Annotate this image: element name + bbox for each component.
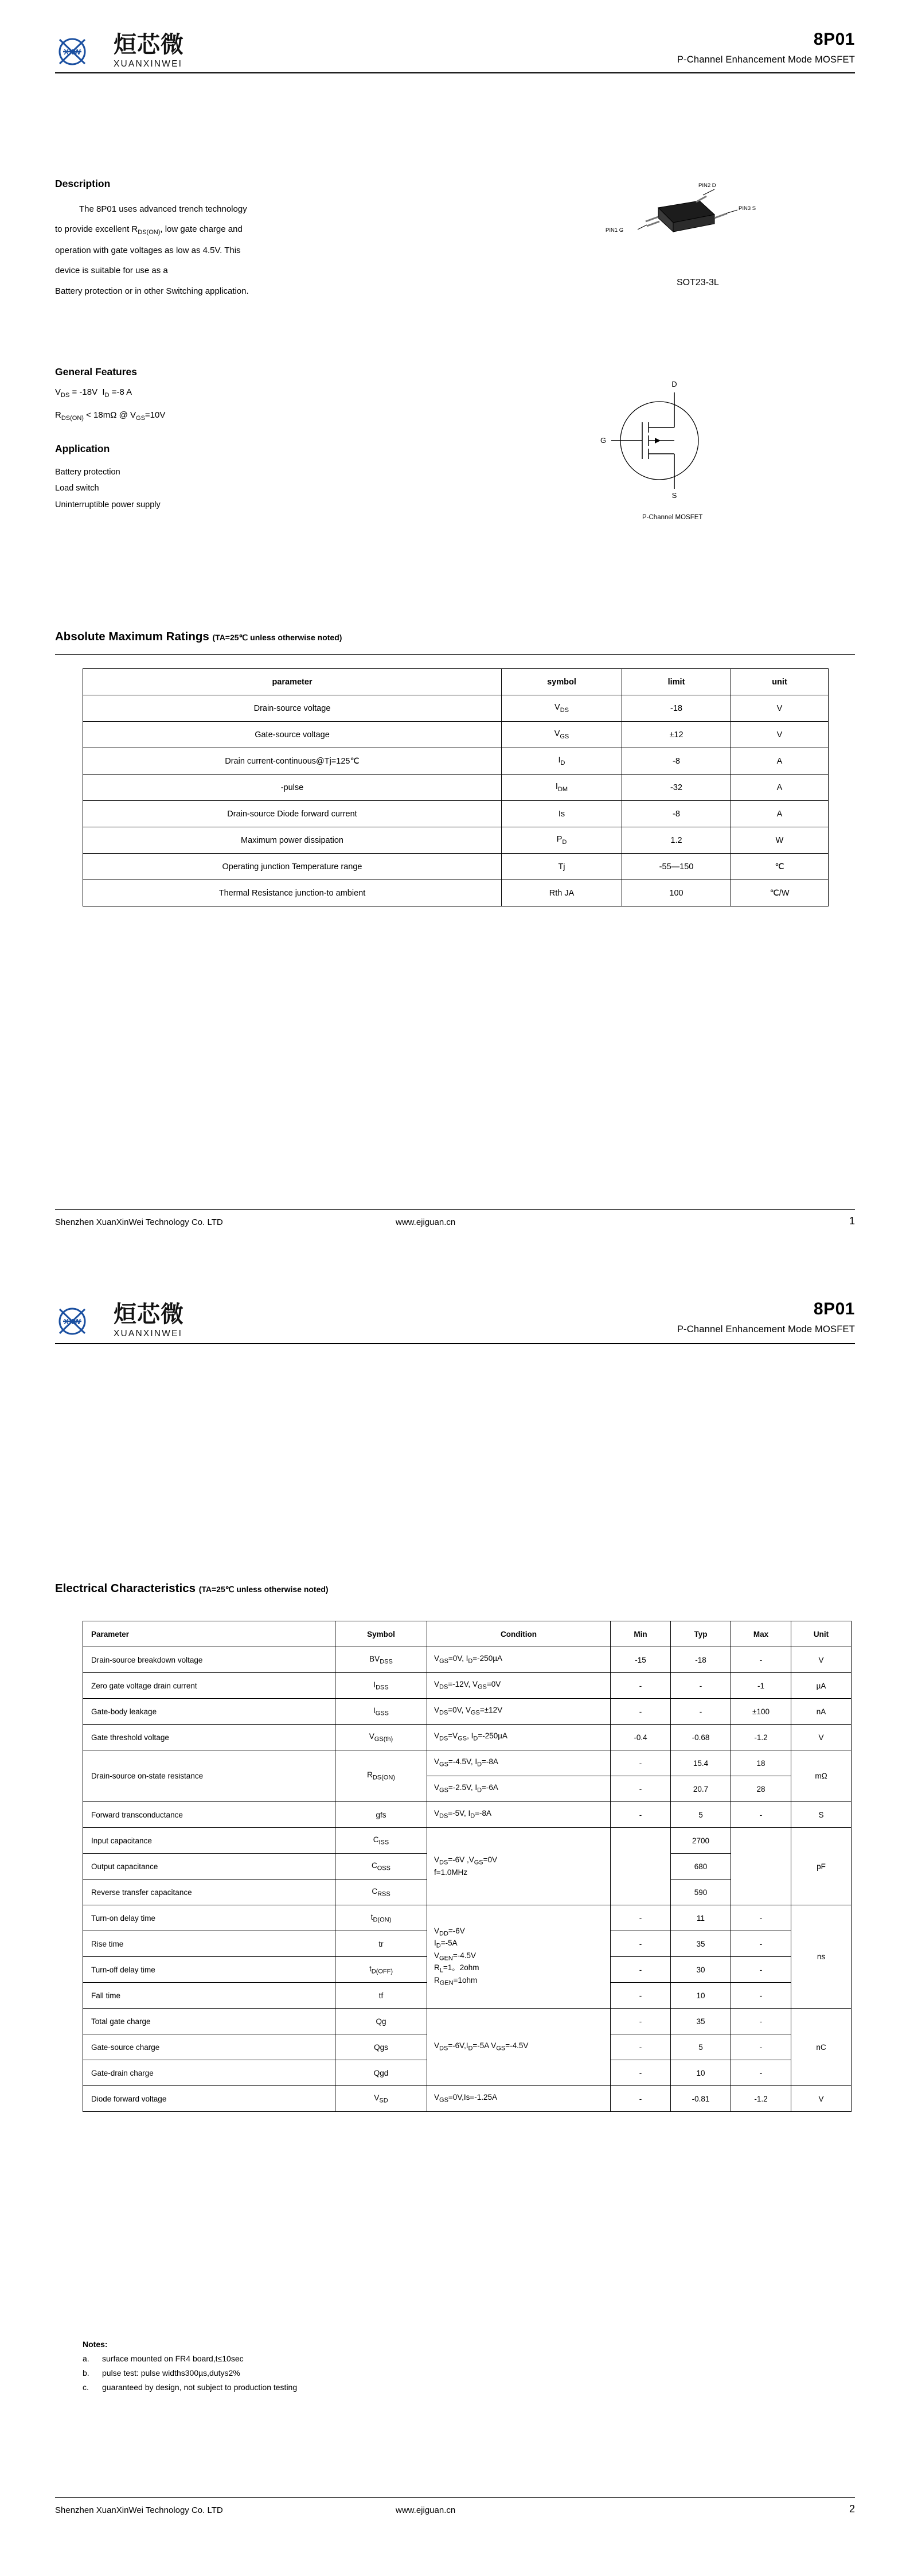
cell-typ: 590 — [671, 1880, 731, 1905]
cell-min: - — [611, 2086, 671, 2112]
cell-parameter: Turn-on delay time — [83, 1905, 335, 1931]
cell-parameter: Drain-source breakdown voltage — [83, 1647, 335, 1673]
cell-unit: S — [791, 1802, 852, 1828]
cell-unit: pF — [791, 1828, 852, 1905]
xxw-logo-icon — [55, 1303, 110, 1339]
cell-typ: 5 — [671, 2034, 731, 2060]
logo-chinese-name: 烜芯微 — [114, 32, 184, 58]
cell-min: - — [611, 1957, 671, 1983]
cell-max: - — [731, 1957, 791, 1983]
cell-min: - — [611, 1802, 671, 1828]
pin2-label: PIN2 D — [698, 182, 716, 189]
cell-min: - — [611, 1905, 671, 1931]
cell-max: - — [731, 2060, 791, 2086]
cell-symbol: $P_D$ — [502, 827, 622, 854]
cell-limit: -32 — [622, 775, 731, 801]
abs-max-condition: (TA=25℃ unless otherwise noted) — [212, 633, 342, 642]
footer-divider-1 — [55, 1209, 855, 1210]
part-number: 8P01 — [813, 30, 855, 49]
logo-english-name: XUANXINWEI — [114, 1329, 183, 1338]
application-item-1: Battery protection — [55, 468, 120, 477]
cell-min: - — [611, 1983, 671, 2009]
cell-unit: A — [731, 775, 829, 801]
general-features-title: General Features — [55, 366, 137, 378]
cell-typ: -18 — [671, 1647, 731, 1673]
footer-divider-2 — [55, 2497, 855, 2498]
ec-header-parameter: Parameter — [83, 1621, 335, 1647]
cell-symbol: $V_{DS}$ — [502, 695, 622, 722]
table-row — [83, 1905, 852, 1931]
cell-parameter: Drain-source voltage — [83, 695, 502, 722]
pin3-label: PIN3 S — [739, 205, 756, 212]
cell-symbol: $V_{GS}$ — [502, 722, 622, 748]
svg-text:D: D — [671, 380, 677, 388]
cell-symbol: gfs — [335, 1802, 427, 1828]
cell-condition: $V_{GS}=0V,Is=-1.25A$ — [427, 2086, 611, 2112]
svg-text:XXW: XXW — [64, 1317, 81, 1326]
absolute-maximum-ratings-table — [83, 668, 829, 906]
ec-header-typ: Typ — [671, 1621, 731, 1647]
cell-parameter: Thermal Resistance junction-to ambient — [83, 880, 502, 906]
note-index: a. — [83, 2354, 89, 2363]
footer-company-2: Shenzhen XuanXinWei Technology Co. LTD — [55, 2505, 223, 2515]
cell-parameter: Rise time — [83, 1931, 335, 1957]
part-number: 8P01 — [813, 1299, 855, 1318]
cell-unit: µA — [791, 1673, 852, 1699]
cell-symbol: $C_{OSS}$ — [335, 1854, 427, 1880]
cell-typ: 680 — [671, 1854, 731, 1880]
description-line-2: to provide excellent $R_{DS(ON)}$, low gate charge and — [55, 224, 243, 236]
ec-header-symbol: Symbol — [335, 1621, 427, 1647]
abs-max-heading: Absolute Maximum Ratings (TA=25℃ unless otherwise noted) — [55, 630, 342, 643]
cell-symbol: $t_{D(ON)}$ — [335, 1905, 427, 1931]
cell-typ: 15.4 — [671, 1750, 731, 1776]
cell-parameter: Gate-source voltage — [83, 722, 502, 748]
cell-symbol: $R_{DS(ON)}$ — [335, 1750, 427, 1802]
cell-min: - — [611, 2060, 671, 2086]
cell-unit: W — [731, 827, 829, 854]
cell-condition: $V_{DS}=-6V,I_D=-5A$ $V_{GS}=-4.5V$ — [427, 2009, 611, 2086]
xxw-logo-icon — [55, 34, 110, 69]
cell-unit: V — [791, 1647, 852, 1673]
cell-min: - — [611, 1699, 671, 1725]
cell-symbol: Is — [502, 801, 622, 827]
cell-typ: 30 — [671, 1957, 731, 1983]
cell-max: - — [731, 1905, 791, 1931]
cell-typ: - — [671, 1699, 731, 1725]
cell-unit: A — [731, 801, 829, 827]
cell-condition: $V_{GS}=-2.5V$, $I_D=-6A$ — [427, 1776, 611, 1802]
cell-unit: V — [791, 1725, 852, 1750]
cell-symbol: $V_{GS(th)}$ — [335, 1725, 427, 1750]
cell-parameter: Operating junction Temperature range — [83, 854, 502, 880]
cell-unit: ℃ — [731, 854, 829, 880]
note-index: c. — [83, 2383, 89, 2392]
cell-parameter: Gate-drain charge — [83, 2060, 335, 2086]
part-subtitle: P-Channel Enhancement Mode MOSFET — [677, 1324, 855, 1334]
application-title: Application — [55, 443, 110, 454]
cell-max: -1.2 — [731, 2086, 791, 2112]
electrical-heading: Electrical Characteristics (TA=25℃ unless otherwise noted) — [55, 1582, 329, 1595]
cell-condition: $V_{DS}=-12V$, $V_{GS}=0V$ — [427, 1673, 611, 1699]
cell-parameter: Maximum power dissipation — [83, 827, 502, 854]
cell-symbol: tr — [335, 1931, 427, 1957]
note-text: guaranteed by design, not subject to production testing — [102, 2383, 298, 2392]
cell-max: ±100 — [731, 1699, 791, 1725]
table-row — [83, 854, 829, 880]
cell-unit: ℃/W — [731, 880, 829, 906]
cell-symbol: tf — [335, 1983, 427, 2009]
cell-parameter: Turn-off delay time — [83, 1957, 335, 1983]
note-text: pulse test: pulse widths300µs,dutys2% — [102, 2368, 240, 2377]
cell-symbol: Qgd — [335, 2060, 427, 2086]
cell-parameter: Gate threshold voltage — [83, 1725, 335, 1750]
note-item — [83, 2354, 297, 2363]
cell-condition: $V_{GS}=0V$, $I_D=-250\mu A$ — [427, 1647, 611, 1673]
cell-max: - — [731, 1931, 791, 1957]
description-line-1: The 8P01 uses advanced trench technology — [79, 204, 247, 214]
cell-unit: nC — [791, 2009, 852, 2086]
cell-limit: -55—150 — [622, 854, 731, 880]
cell-parameter: Gate-source charge — [83, 2034, 335, 2060]
cell-max: - — [731, 2009, 791, 2034]
svg-text:G: G — [600, 436, 607, 445]
cell-typ: 11 — [671, 1905, 731, 1931]
cell-typ: 10 — [671, 2060, 731, 2086]
cell-parameter: Input capacitance — [83, 1828, 335, 1854]
cell-parameter: Fall time — [83, 1983, 335, 2009]
cell-parameter: Drain-source Diode forward current — [83, 801, 502, 827]
company-logo — [55, 33, 184, 69]
cell-condition: $V_{GS}=-4.5V$, $I_D=-8A$ — [427, 1750, 611, 1776]
notes-section — [83, 2340, 297, 2397]
abs-max-heading-rule — [55, 654, 855, 655]
abs-header-unit: unit — [731, 669, 829, 695]
note-index: b. — [83, 2368, 89, 2377]
table-row — [83, 827, 829, 854]
cell-condition: $V_{DS}=V_{GS}$, $I_D=-250\mu A$ — [427, 1725, 611, 1750]
cell-parameter: Diode forward voltage — [83, 2086, 335, 2112]
cell-symbol: $V_{SD}$ — [335, 2086, 427, 2112]
cell-symbol: Rth JA — [502, 880, 622, 906]
symbol-caption: P-Channel MOSFET — [642, 514, 703, 521]
application-item-3: Uninterruptible power supply — [55, 500, 161, 509]
cell-parameter: Reverse transfer capacitance — [83, 1880, 335, 1905]
abs-header-symbol: symbol — [502, 669, 622, 695]
cell-parameter: Total gate charge — [83, 2009, 335, 2034]
application-item-2: Load switch — [55, 484, 99, 493]
cell-typ: 5 — [671, 1802, 731, 1828]
cell-unit: nA — [791, 1699, 852, 1725]
cell-typ: 2700 — [671, 1828, 731, 1854]
cell-symbol: $I_{DM}$ — [502, 775, 622, 801]
pin1-label: PIN1 G — [606, 227, 624, 234]
cell-min: -15 — [611, 1647, 671, 1673]
electrical-condition: (TA=25℃ unless otherwise noted) — [198, 1585, 329, 1594]
cell-max — [731, 1828, 791, 1905]
cell-max: - — [731, 1647, 791, 1673]
table-header-row — [83, 669, 829, 695]
cell-max: - — [731, 2034, 791, 2060]
cell-typ: -0.81 — [671, 2086, 731, 2112]
logo-chinese-name: 烜芯微 — [114, 1301, 184, 1328]
footer-page-number-1: 1 — [849, 1215, 855, 1227]
cell-min: - — [611, 1931, 671, 1957]
package-name: SOT23-3L — [677, 278, 719, 287]
abs-header-parameter: parameter — [83, 669, 502, 695]
table-row — [83, 1802, 852, 1828]
cell-parameter: Gate-body leakage — [83, 1699, 335, 1725]
table-row — [83, 722, 829, 748]
footer-website-1[interactable]: www.ejiguan.cn — [396, 1217, 456, 1227]
table-row — [83, 2009, 852, 2034]
note-text: surface mounted on FR4 board,t≤10sec — [102, 2354, 244, 2363]
cell-unit: V — [731, 695, 829, 722]
description-body — [55, 199, 376, 301]
cell-max: -1.2 — [731, 1725, 791, 1750]
cell-symbol: Qgs — [335, 2034, 427, 2060]
table-row — [83, 2086, 852, 2112]
svg-text:S: S — [671, 491, 677, 500]
cell-parameter: Output capacitance — [83, 1854, 335, 1880]
cell-max: - — [731, 1983, 791, 2009]
notes-title: Notes: — [83, 2340, 108, 2349]
cell-min: - — [611, 1673, 671, 1699]
cell-min: - — [611, 1750, 671, 1776]
svg-text:XXW: XXW — [64, 47, 81, 56]
cell-typ: 35 — [671, 1931, 731, 1957]
description-line-5: Battery protection or in other Switching application. — [55, 286, 249, 296]
cell-symbol: $C_{ISS}$ — [335, 1828, 427, 1854]
table-row — [83, 775, 829, 801]
cell-limit: 1.2 — [622, 827, 731, 854]
header-divider-2 — [55, 1343, 855, 1344]
table-row — [83, 1750, 852, 1776]
cell-max: 28 — [731, 1776, 791, 1802]
cell-symbol: $t_{D(OFF)}$ — [335, 1957, 427, 1983]
cell-limit: -8 — [622, 801, 731, 827]
datasheet-page-2 — [0, 1288, 910, 2576]
cell-limit: -8 — [622, 748, 731, 775]
cell-min: - — [611, 1776, 671, 1802]
cell-min: - — [611, 2034, 671, 2060]
application-section — [55, 443, 376, 513]
header-divider — [55, 72, 855, 73]
cell-symbol: Tj — [502, 854, 622, 880]
cell-symbol: $BV_{DSS}$ — [335, 1647, 427, 1673]
footer-website-2[interactable]: www.ejiguan.cn — [396, 2505, 456, 2515]
cell-unit: V — [731, 722, 829, 748]
general-feature-1: $V_{DS} = -18V$ $I_D =-8$ A — [55, 387, 132, 399]
company-logo-2 — [55, 1303, 184, 1339]
cell-symbol: Qg — [335, 2009, 427, 2034]
table-header-row — [83, 1621, 852, 1647]
cell-typ: 20.7 — [671, 1776, 731, 1802]
cell-min: - — [611, 2009, 671, 2034]
electrical-characteristics-table — [83, 1621, 852, 2112]
description-title: Description — [55, 178, 111, 189]
cell-typ: - — [671, 1673, 731, 1699]
general-feature-2: $R_{DS(ON)} < 18m\Omega$ @ $V_{GS}=10V$ — [55, 410, 166, 422]
ec-header-min: Min — [611, 1621, 671, 1647]
cell-parameter: -pulse — [83, 775, 502, 801]
note-item — [83, 2383, 297, 2392]
cell-condition: $V_{DS}=-6V$ $,V_{GS}=0V$ f=1.0MHz — [427, 1828, 611, 1905]
table-row — [83, 1673, 852, 1699]
cell-symbol: $I_D$ — [502, 748, 622, 775]
cell-condition: $V_{DD}=-6V$ $I_D=-5A$ $V_{GEN}=-4.5V$ $R_L=1$。2ohm $R_{GEN}=1ohm$ — [427, 1905, 611, 2009]
cell-parameter: Drain-source on-state resistance — [83, 1750, 335, 1802]
cell-parameter: Forward transconductance — [83, 1802, 335, 1828]
cell-typ: -0.68 — [671, 1725, 731, 1750]
cell-max: -1 — [731, 1673, 791, 1699]
cell-typ: 10 — [671, 1983, 731, 2009]
cell-unit: V — [791, 2086, 852, 2112]
cell-symbol: $I_{DSS}$ — [335, 1673, 427, 1699]
note-item — [83, 2368, 297, 2377]
table-row — [83, 1828, 852, 1854]
description-line-4: device is suitable for use as a — [55, 266, 168, 276]
cell-typ: 35 — [671, 2009, 731, 2034]
package-drawing — [573, 172, 814, 304]
cell-limit: ±12 — [622, 722, 731, 748]
table-row — [83, 1647, 852, 1673]
general-features-section — [55, 366, 376, 433]
cell-condition: $V_{DS}=-5V$, $I_D=-8A$ — [427, 1802, 611, 1828]
cell-limit: -18 — [622, 695, 731, 722]
cell-parameter: Drain current-continuous@Tj=125℃ — [83, 748, 502, 775]
cell-parameter: Zero gate voltage drain current — [83, 1673, 335, 1699]
description-line-3: operation with gate voltages as low as 4.5V. This — [55, 246, 241, 256]
description-section — [55, 178, 376, 301]
cell-symbol: $C_{RSS}$ — [335, 1880, 427, 1905]
cell-unit: ns — [791, 1905, 852, 2009]
ec-header-condition: Condition — [427, 1621, 611, 1647]
table-row — [83, 1699, 852, 1725]
abs-header-limit: limit — [622, 669, 731, 695]
table-row — [83, 748, 829, 775]
schematic-symbol — [573, 372, 814, 544]
table-row — [83, 880, 829, 906]
cell-max: - — [731, 1802, 791, 1828]
footer-page-number-2: 2 — [849, 2503, 855, 2515]
cell-unit: mΩ — [791, 1750, 852, 1802]
footer-company-1: Shenzhen XuanXinWei Technology Co. LTD — [55, 1217, 223, 1227]
ec-header-unit: Unit — [791, 1621, 852, 1647]
cell-min — [611, 1828, 671, 1905]
cell-max: 18 — [731, 1750, 791, 1776]
cell-limit: 100 — [622, 880, 731, 906]
cell-unit: A — [731, 748, 829, 775]
cell-symbol: $I_{GSS}$ — [335, 1699, 427, 1725]
cell-condition: $V_{DS}=0V$, $V_{GS}=\pm 12V$ — [427, 1699, 611, 1725]
table-row — [83, 801, 829, 827]
table-row — [83, 1725, 852, 1750]
part-subtitle: P-Channel Enhancement Mode MOSFET — [677, 55, 855, 65]
ec-header-max: Max — [731, 1621, 791, 1647]
table-row — [83, 695, 829, 722]
cell-min: -0.4 — [611, 1725, 671, 1750]
logo-english-name: XUANXINWEI — [114, 59, 183, 69]
